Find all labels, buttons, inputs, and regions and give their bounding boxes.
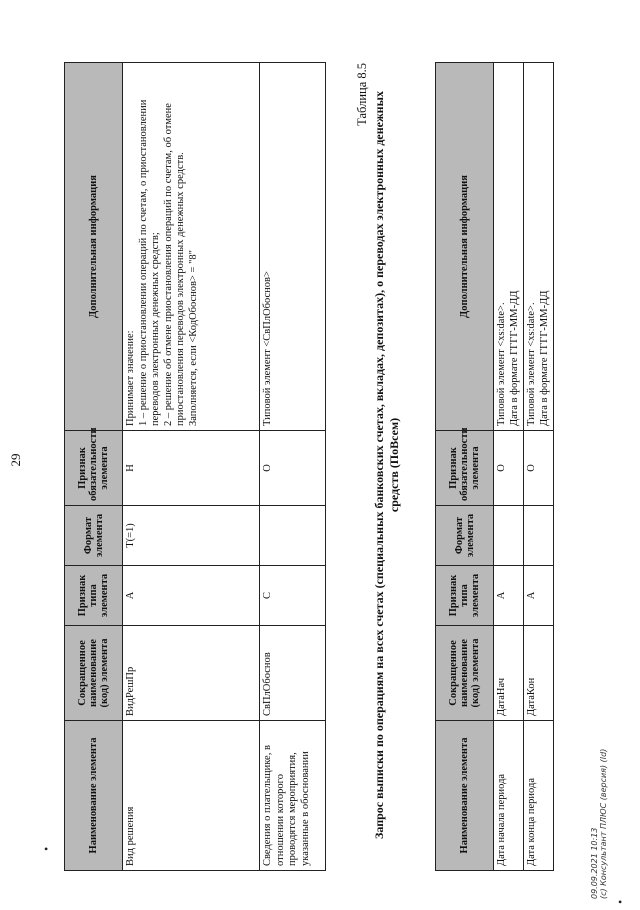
cell-type: С bbox=[260, 566, 326, 626]
page-number: 29 bbox=[8, 453, 23, 467]
cell-required: О bbox=[494, 431, 524, 506]
cell-type: А bbox=[524, 566, 554, 626]
header-required: Признак обязательности элемента bbox=[436, 431, 494, 506]
scan-mark: • bbox=[44, 842, 49, 856]
cell-type: А bbox=[123, 566, 260, 626]
cell-required: О bbox=[260, 431, 326, 506]
header-format: Формат элемента bbox=[65, 506, 123, 566]
cell-format bbox=[524, 506, 554, 566]
stamp-line-1: 09.09.2021 10:13 bbox=[590, 827, 599, 899]
table-header-row bbox=[65, 63, 123, 871]
table-title: Запрос выписки по операциям на всех счетах (специальных банковских счетах, вкладах, депозитах), о переводах электронных денежных средств (ПоВсем) bbox=[372, 91, 401, 839]
cell-required: Н bbox=[123, 431, 260, 506]
header-info: Дополнительная информация bbox=[65, 63, 123, 431]
table-header-row bbox=[436, 63, 494, 871]
table-row bbox=[494, 63, 524, 871]
header-info: Дополнительная информация bbox=[436, 63, 494, 431]
cell-name: Вид решения bbox=[123, 721, 260, 871]
table-row bbox=[123, 63, 260, 871]
elements-table-continued bbox=[64, 62, 326, 871]
cell-name: Дата начала периода bbox=[494, 721, 524, 871]
scan-mark: • bbox=[618, 895, 623, 909]
header-name: Наименование элемента bbox=[436, 721, 494, 871]
table-row bbox=[260, 63, 326, 871]
cell-format bbox=[494, 506, 524, 566]
header-name: Наименование элемента bbox=[65, 721, 123, 871]
cell-code: СвПлОбоснов bbox=[260, 626, 326, 721]
cell-info: Типовой элемент <xs:date>. Дата в формате ГГГГ-ММ-ДД bbox=[524, 63, 554, 431]
header-required: Признак обязательности элемента bbox=[65, 431, 123, 506]
header-code: Сокращенное наименование (код) элемента bbox=[436, 626, 494, 721]
table-row bbox=[524, 63, 554, 871]
cell-code: ДатаКон bbox=[524, 626, 554, 721]
cell-required: О bbox=[524, 431, 554, 506]
cell-info: Принимает значение: 1 – решение о приостановлении операций по счетам, о приостановлении переводов электронных денежных средств; 2 – решение об отмене приостановления операций по счетам, об отмене приостановления переводов электронных денежных средств. Заполняется, если <КодОбоснов> = "8" bbox=[123, 63, 260, 431]
print-stamp bbox=[590, 749, 608, 899]
cell-format bbox=[260, 506, 326, 566]
cell-type: А bbox=[494, 566, 524, 626]
cell-format: Т(=1) bbox=[123, 506, 260, 566]
table-caption: Таблица 8.5 bbox=[355, 63, 369, 126]
cell-code: ДатаНач bbox=[494, 626, 524, 721]
cell-name: Сведения о плательщике, в отношении которого проводятся мероприятия, указанные в обосновании bbox=[260, 721, 326, 871]
po-vsem-table bbox=[435, 62, 554, 871]
stamp-line-2: (c) Консультант ПЛЮС (версия) (Id) bbox=[599, 748, 608, 899]
header-type: Признак типа элемента bbox=[65, 566, 123, 626]
header-format: Формат элемента bbox=[436, 506, 494, 566]
header-type: Признак типа элемента bbox=[436, 566, 494, 626]
cell-info: Типовой элемент <xs:date>. Дата в формате ГГГГ-ММ-ДД bbox=[494, 63, 524, 431]
header-code: Сокращенное наименование (код) элемента bbox=[65, 626, 123, 721]
cell-code: ВидРешПр bbox=[123, 626, 260, 721]
cell-info: Типовой элемент <СвПлОбоснов> bbox=[260, 63, 326, 431]
cell-name: Дата конца периода bbox=[524, 721, 554, 871]
